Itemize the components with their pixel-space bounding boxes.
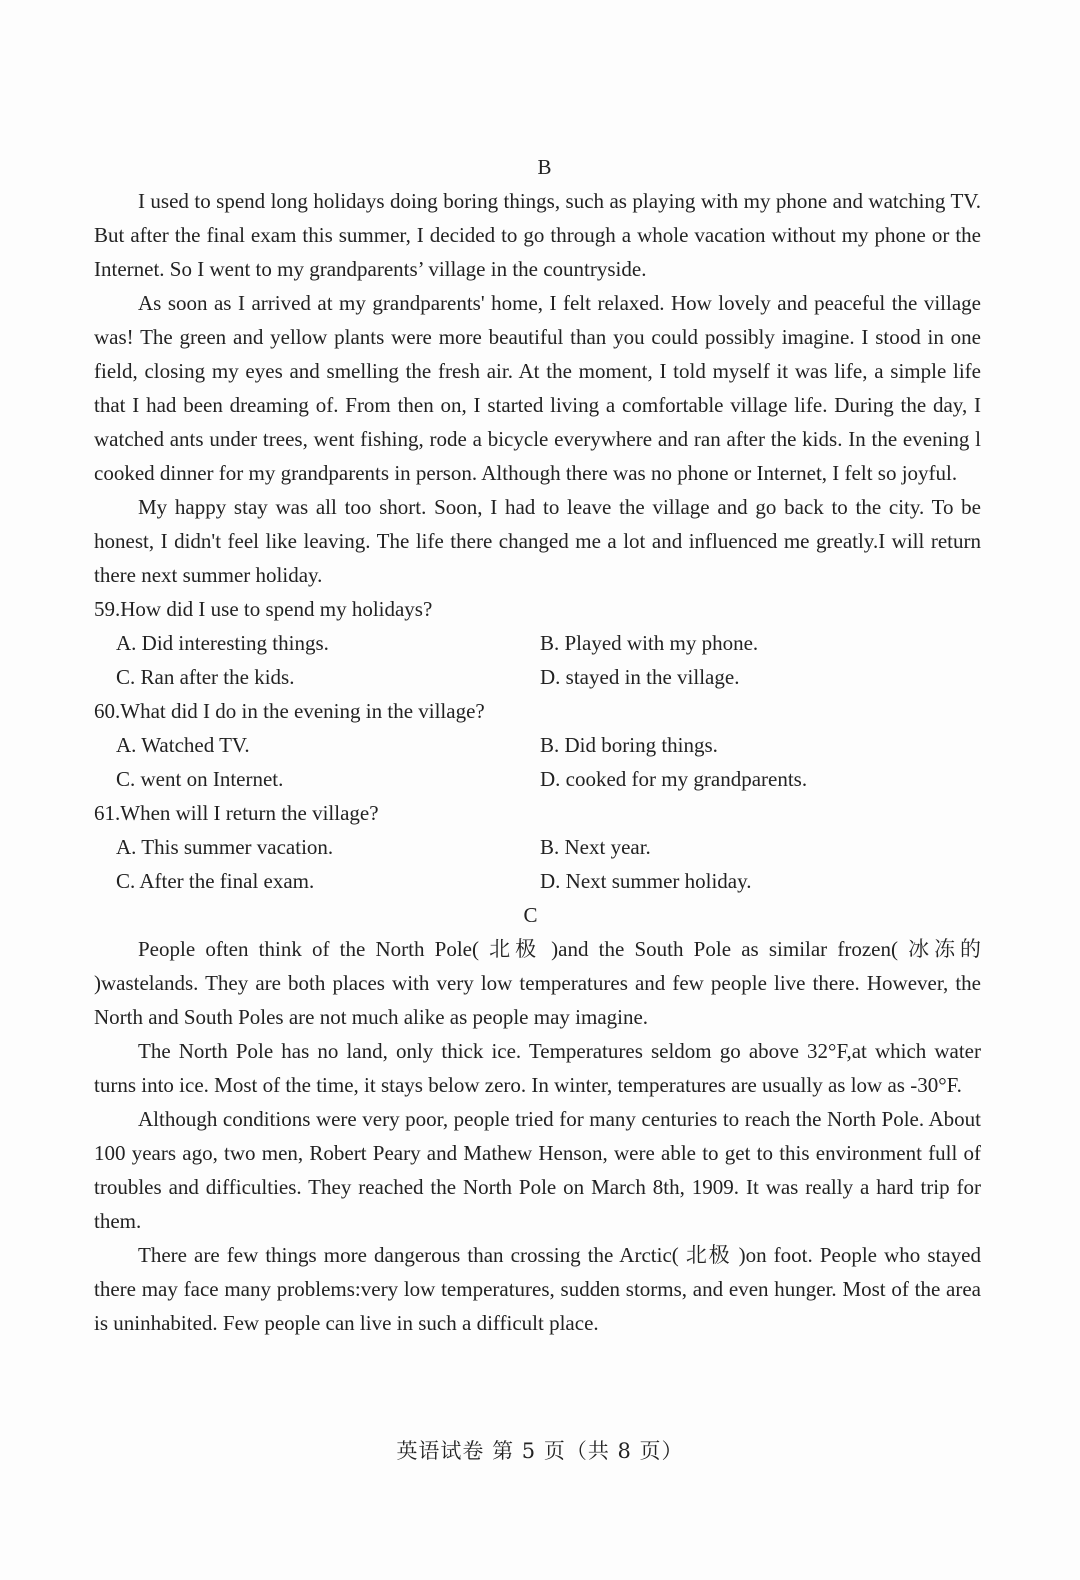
section-b-heading: B bbox=[537, 155, 552, 179]
section-c-paragraph-4: There are few things more dangerous than crossing the Arctic( 北极 )on foot. People who stayed there may face many problems:very low temperatures, sudden storms, and even hunger. Most of the area is uninhabited. Few people can live in such a difficult place. bbox=[94, 1243, 981, 1335]
section-c-paragraph-3: Although conditions were very poor, people tried for many centuries to reach the North Pole. About 100 years ago, two men, Robert Peary and Mathew Henson, were able to get to this environment full of troubles and difficulties. They reached the North Pole on March 8th, 1909. It was really a hard trip for them. bbox=[94, 1107, 981, 1233]
question-59-option-c: C. Ran after the kids. bbox=[116, 665, 295, 689]
question-61-option-c: C. After the final exam. bbox=[116, 869, 315, 893]
question-60-stem: 60.What did I do in the evening in the village? bbox=[94, 699, 485, 723]
question-59-option-a: A. Did interesting things. bbox=[116, 631, 329, 655]
question-60 bbox=[94, 694, 981, 796]
question-61 bbox=[94, 796, 981, 898]
question-60-option-b: B. Did boring things. bbox=[540, 733, 718, 757]
question-60-option-a: A. Watched TV. bbox=[116, 733, 250, 757]
page-content bbox=[94, 150, 981, 1340]
question-61-option-a: A. This summer vacation. bbox=[116, 835, 334, 859]
question-59 bbox=[94, 592, 981, 694]
question-59-options bbox=[94, 626, 981, 694]
question-60-options bbox=[94, 728, 981, 796]
question-59-option-b: B. Played with my phone. bbox=[540, 631, 759, 655]
question-61-option-b: B. Next year. bbox=[540, 835, 651, 859]
question-61-stem: 61.When will I return the village? bbox=[94, 801, 379, 825]
question-60-option-d: D. cooked for my grandparents. bbox=[540, 767, 808, 791]
question-59-stem: 59.How did I use to spend my holidays? bbox=[94, 597, 433, 621]
question-59-option-d: D. stayed in the village. bbox=[540, 665, 740, 689]
question-61-options bbox=[94, 830, 981, 898]
page-footer: 英语试卷 第 5 页（共 8 页） bbox=[396, 1439, 684, 1463]
question-61-option-d: D. Next summer holiday. bbox=[540, 869, 752, 893]
section-c-heading: C bbox=[523, 903, 538, 927]
section-b-paragraph-1: I used to spend long holidays doing boring things, such as playing with my phone and watching TV. But after the final exam this summer, I decided to go through a whole vacation without my phone or the Internet. So I went to my grandparents’ village in the countryside. bbox=[94, 189, 981, 281]
section-c-paragraph-1: People often think of the North Pole( 北极 )and the South Pole as similar frozen( 冰冻的 )wastelands. They are both places with very low temperatures and few people live there. However, the North and South Poles are not much alike as people may imagine. bbox=[94, 937, 981, 1029]
section-b-paragraph-2: As soon as I arrived at my grandparents' home, I felt relaxed. How lovely and peaceful the village was! The green and yellow plants were more beautiful than you could possibly imagine. I stood in one field, closing my eyes and smelling the fresh air. At the moment, I told myself it was life, a simple life that I had been dreaming of. From then on, I started living a comfortable village life. During the day, I watched ants under trees, went fishing, rode a bicycle everywhere and ran after the kids. In the evening l cooked dinner for my grandparents in person. Although there was no phone or Internet, I felt so joyful. bbox=[94, 291, 981, 485]
question-60-option-c: C. went on Internet. bbox=[116, 767, 284, 791]
section-b-paragraph-3: My happy stay was all too short. Soon, I had to leave the village and go back to the city. To be honest, I didn't feel like leaving. The life there changed me a lot and influenced me greatly.I will return there next summer holiday. bbox=[94, 495, 981, 587]
section-c-paragraph-2: The North Pole has no land, only thick ice. Temperatures seldom go above 32°F,at which water turns into ice. Most of the time, it stays below zero. In winter, temperatures are usually as low as -30°F. bbox=[94, 1039, 981, 1097]
